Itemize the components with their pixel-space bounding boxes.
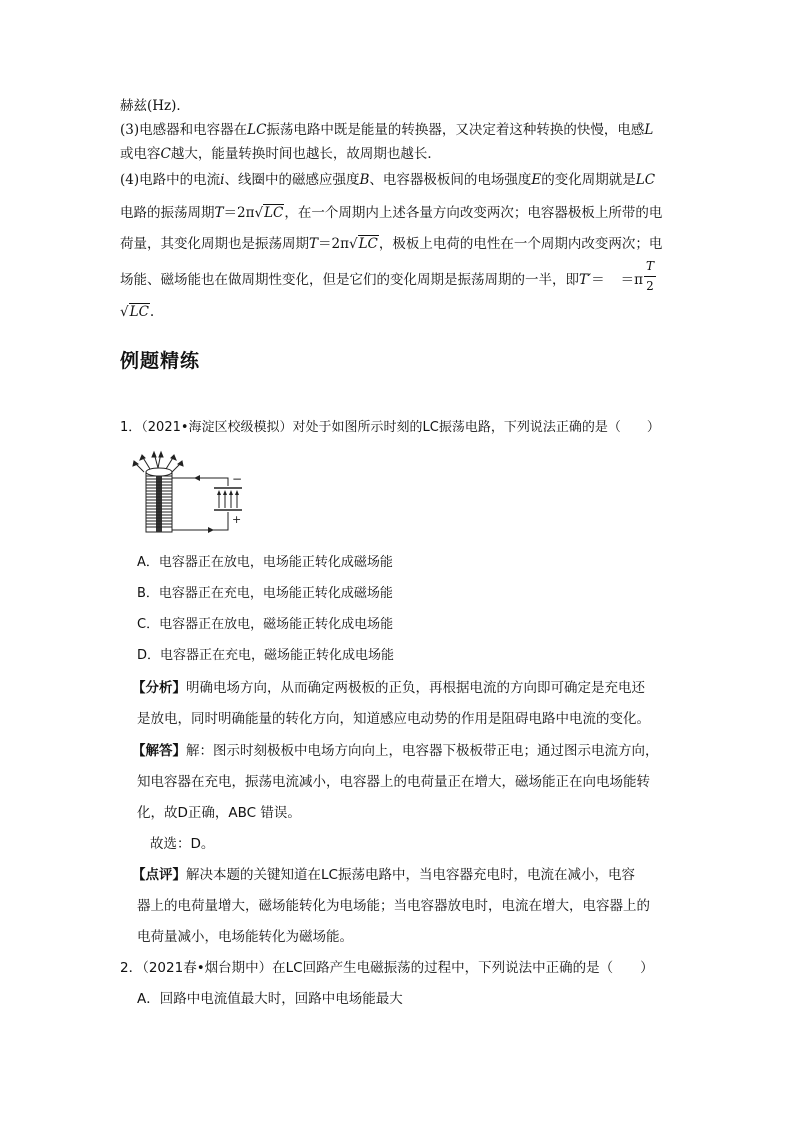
lc-circuit-figure bbox=[128, 450, 248, 540]
answer-tag: 【解答】 bbox=[132, 743, 186, 759]
paragraph-4-line-2: 电路的振荡周期T＝2π√LC，在一个周期内上述各量方向改变两次；电容器极板上所带的电 bbox=[120, 205, 663, 221]
inductor-coil-icon bbox=[146, 468, 172, 532]
paragraph-3-line-1: (3)电感器和电容器在LC振荡电路中既是能量的转换器，又决定着这种转换的快慢，电感L bbox=[120, 122, 654, 138]
comment-line-2: 器上的电荷量增大，磁场能转化为电场能；当电容器放电时，电流在增大，电容器上的 bbox=[137, 898, 650, 914]
section-title: 例题精练 bbox=[120, 350, 201, 372]
comment-line-1: 【点评】解决本题的关键知道在LC振荡电路中，当电容器充电时，电流在减小，电容 bbox=[132, 867, 635, 883]
text-line: 赫兹(Hz)． bbox=[120, 98, 190, 114]
current-arrow-icon bbox=[208, 527, 214, 533]
negative-plate-sign: − bbox=[232, 472, 243, 486]
paragraph-4-line-4: 场能、磁场能也在做周期性变化，但是它们的变化周期是振荡周期的一半，即T′＝ ＝π bbox=[120, 272, 643, 288]
answer-line-1: 【解答】解：图示时刻极板中电场方向向上，电容器下极板带正电；通过图示电流方向， bbox=[132, 743, 659, 759]
circuit-wires bbox=[172, 478, 228, 530]
question-2-stem: 2．（2021春•烟台期中）在LC回路产生电磁振荡的过程中，下列说法中正确的是（ ） bbox=[120, 960, 654, 976]
analysis-tag: 【分析】 bbox=[132, 680, 186, 696]
current-arrow-icon bbox=[194, 475, 200, 481]
question-1-stem: 1．（2021•海淀区校级模拟）对处于如图所示时刻的LC振荡电路，下列说法正确的是（ ） bbox=[120, 420, 660, 435]
option-d[interactable]: D．电容器正在充电，磁场能正转化成电场能 bbox=[137, 648, 395, 663]
option-c[interactable]: C．电容器正在放电，磁场能正转化成电场能 bbox=[137, 617, 394, 632]
paragraph-3-line-2: 或电容C越大，能量转换时间也越长，故周期也越长． bbox=[120, 146, 441, 162]
fraction-bar bbox=[644, 276, 656, 277]
paragraph-4-line-5: √LC. bbox=[120, 304, 155, 320]
capacitor-icon bbox=[214, 488, 242, 510]
answer-line-2: 知电容器在充电，振荡电流减小，电容器上的电荷量正在增大，磁场能正在向电场能转 bbox=[137, 774, 650, 790]
comment-tag: 【点评】 bbox=[132, 867, 186, 883]
answer-line-3: 化，故D正确，ABC 错误。 bbox=[137, 805, 301, 821]
question-2-option-a[interactable]: A．回路中电流值最大时，回路中电场能最大 bbox=[137, 991, 403, 1007]
analysis-line-2: 是放电，同时明确能量的转化方向，知道感应电动势的作用是阻碍电路中电流的变化。 bbox=[137, 711, 650, 727]
fraction-denominator: 2 bbox=[646, 279, 654, 293]
option-a[interactable]: A．电容器正在放电，电场能正转化成磁场能 bbox=[137, 555, 393, 570]
analysis-line-1: 【分析】明确电场方向，从而确定两极板的正负，再根据电流的方向即可确定是充电还 bbox=[132, 680, 645, 696]
fraction-numerator: T bbox=[645, 259, 654, 273]
option-b[interactable]: B．电容器正在充电，电场能正转化成磁场能 bbox=[137, 586, 393, 601]
comment-line-3: 电荷量减小，电场能转化为磁场能。 bbox=[137, 929, 353, 945]
positive-plate-sign: + bbox=[232, 513, 242, 526]
paragraph-4-line-1: (4)电路中的电流i、线圈中的磁感应强度B、电容器极板间的电场强度E的变化周期就是LC bbox=[120, 172, 656, 188]
paragraph-4-line-3: 荷量，其变化周期也是振荡周期T＝2π√LC，极板上电荷的电性在一个周期内改变两次；电 bbox=[120, 236, 663, 252]
answer-choice: 故选：D。 bbox=[150, 836, 215, 852]
